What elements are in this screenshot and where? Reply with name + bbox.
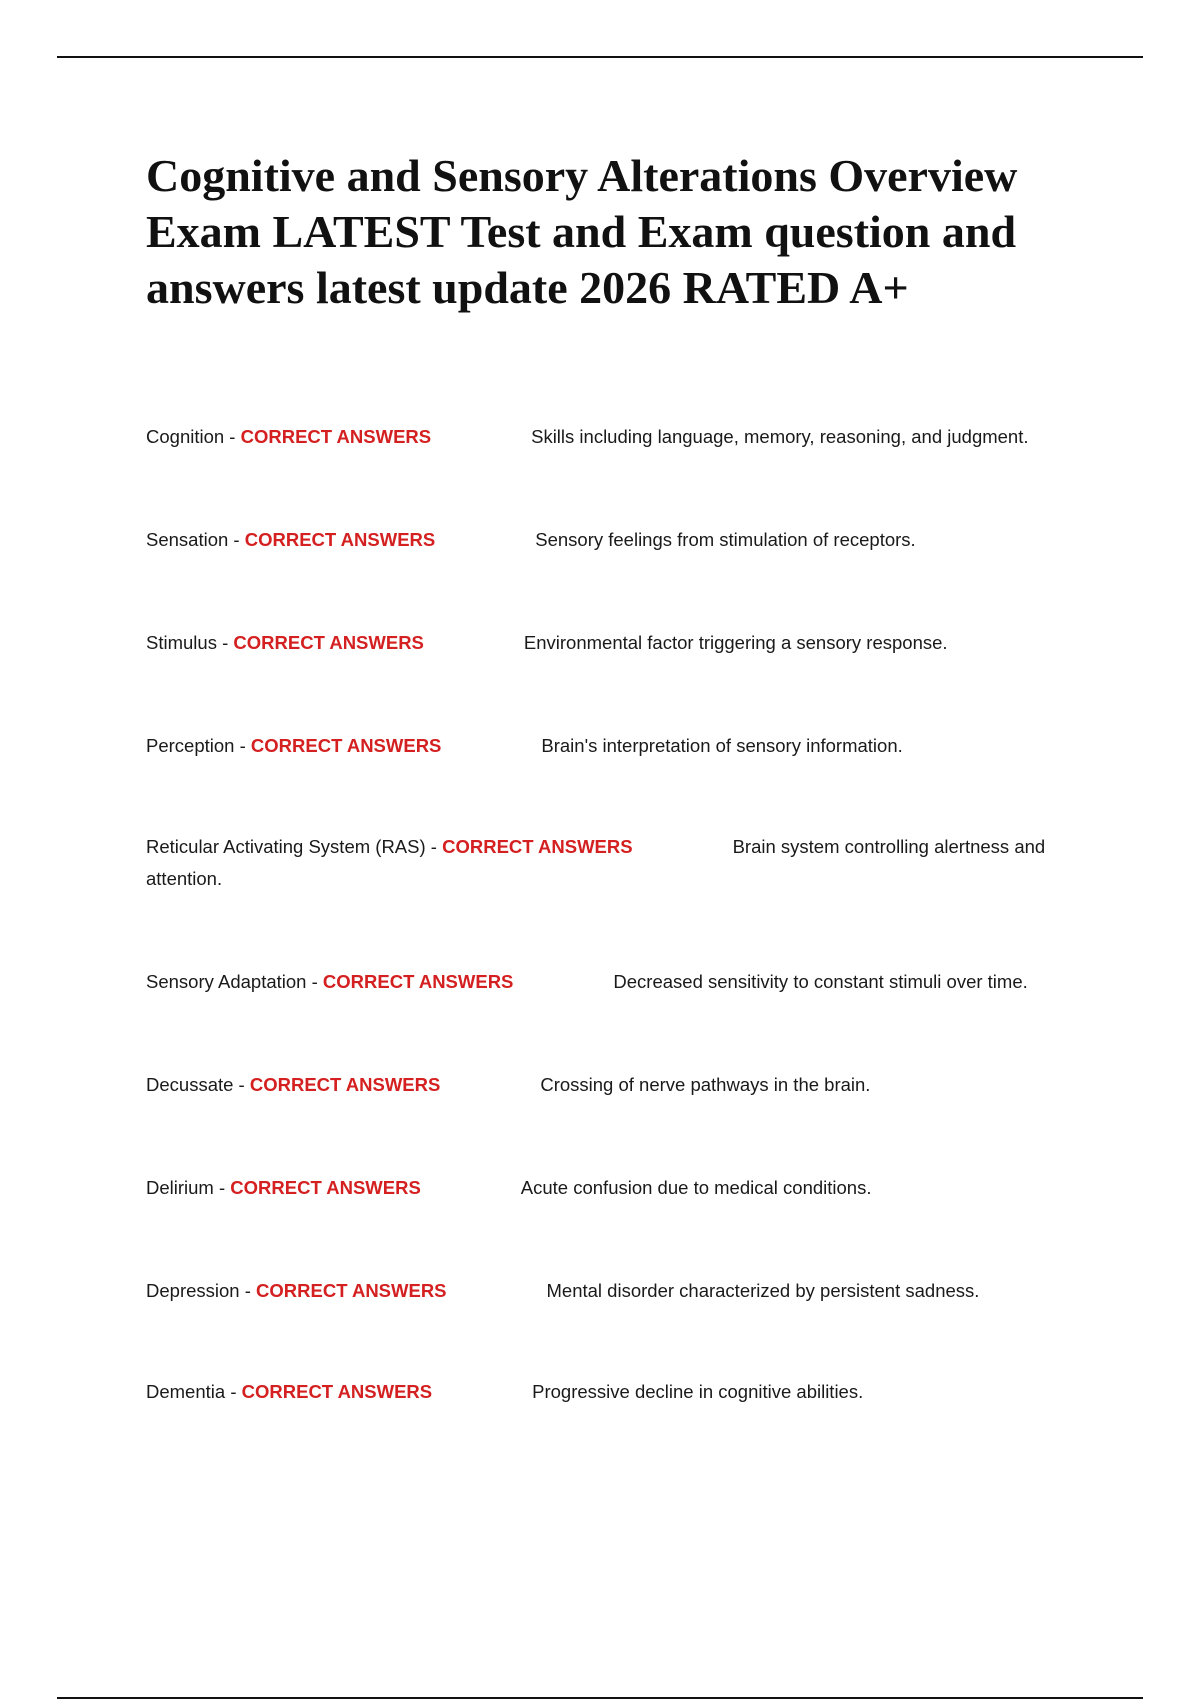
- qa-separator: -: [224, 426, 241, 447]
- qa-item-ras: [146, 831, 1096, 895]
- qa-separator: -: [216, 632, 234, 653]
- qa-term: Stimulus: [146, 632, 217, 653]
- page-title: Cognitive and Sensory Alterations Overview Exam LATEST Test and Exam question and answers latest update 2026 RATED A+: [146, 150, 1018, 313]
- qa-answer: Mental disorder characterized by persistent sadness.: [546, 1280, 980, 1301]
- qa-answer: Crossing of nerve pathways in the brain.: [540, 1074, 871, 1095]
- qa-answer: Environmental factor triggering a sensory response.: [523, 632, 948, 653]
- top-rule: [57, 56, 1143, 58]
- correct-answers-marker: CORRECT ANSWERS: [249, 1074, 441, 1095]
- qa-item-sensation: [146, 524, 1096, 556]
- bottom-rule: [57, 1697, 1143, 1699]
- qa-term: Perception: [146, 735, 235, 756]
- qa-term: Reticular Activating System (RAS): [146, 836, 426, 857]
- qa-separator: -: [234, 735, 251, 756]
- correct-answers-marker: CORRECT ANSWERS: [233, 632, 424, 653]
- qa-term: Decussate: [146, 1074, 234, 1095]
- qa-item-depression: [146, 1275, 1096, 1307]
- qa-separator: -: [213, 1177, 231, 1198]
- qa-item-delirium: [146, 1172, 1096, 1204]
- correct-answers-marker: CORRECT ANSWERS: [256, 1280, 447, 1301]
- correct-answers-marker: CORRECT ANSWERS: [240, 426, 432, 447]
- correct-answers-marker: CORRECT ANSWERS: [442, 836, 633, 857]
- qa-separator: -: [239, 1280, 257, 1301]
- correct-answers-marker: CORRECT ANSWERS: [244, 529, 436, 550]
- qa-separator: -: [225, 1381, 242, 1402]
- qa-term: Cognition: [146, 426, 225, 447]
- qa-answer: Acute confusion due to medical conditions.: [520, 1177, 872, 1198]
- qa-answer: Brain system controlling alertness and attention.: [146, 836, 1046, 889]
- qa-term: Dementia: [146, 1381, 226, 1402]
- qa-separator: -: [233, 1074, 250, 1095]
- qa-item-stimulus: [146, 627, 1096, 659]
- qa-term: Delirium: [146, 1177, 214, 1198]
- qa-separator: -: [425, 836, 443, 857]
- qa-answer: Decreased sensitivity to constant stimuli over time.: [613, 971, 1028, 992]
- qa-separator: -: [306, 971, 323, 992]
- correct-answers-marker: CORRECT ANSWERS: [322, 971, 514, 992]
- qa-item-decussate: [146, 1069, 1096, 1101]
- qa-answer: Skills including language, memory, reasoning, and judgment.: [531, 426, 1029, 447]
- qa-term: Sensory Adaptation: [146, 971, 307, 992]
- qa-item-perception: [146, 730, 1096, 762]
- correct-answers-marker: CORRECT ANSWERS: [241, 1381, 433, 1402]
- qa-term: Depression: [146, 1280, 240, 1301]
- qa-separator: -: [228, 529, 245, 550]
- correct-answers-marker: CORRECT ANSWERS: [250, 735, 442, 756]
- qa-item-cognition: [146, 421, 1096, 453]
- qa-answer: Sensory feelings from stimulation of receptors.: [535, 529, 916, 550]
- qa-answer: Progressive decline in cognitive abilities.: [532, 1381, 864, 1402]
- qa-term: Sensation: [146, 529, 229, 550]
- qa-item-sensory-adaptation: [146, 966, 1096, 998]
- qa-item-dementia: [146, 1376, 1096, 1408]
- qa-answer: Brain's interpretation of sensory information.: [541, 735, 903, 756]
- correct-answers-marker: CORRECT ANSWERS: [230, 1177, 421, 1198]
